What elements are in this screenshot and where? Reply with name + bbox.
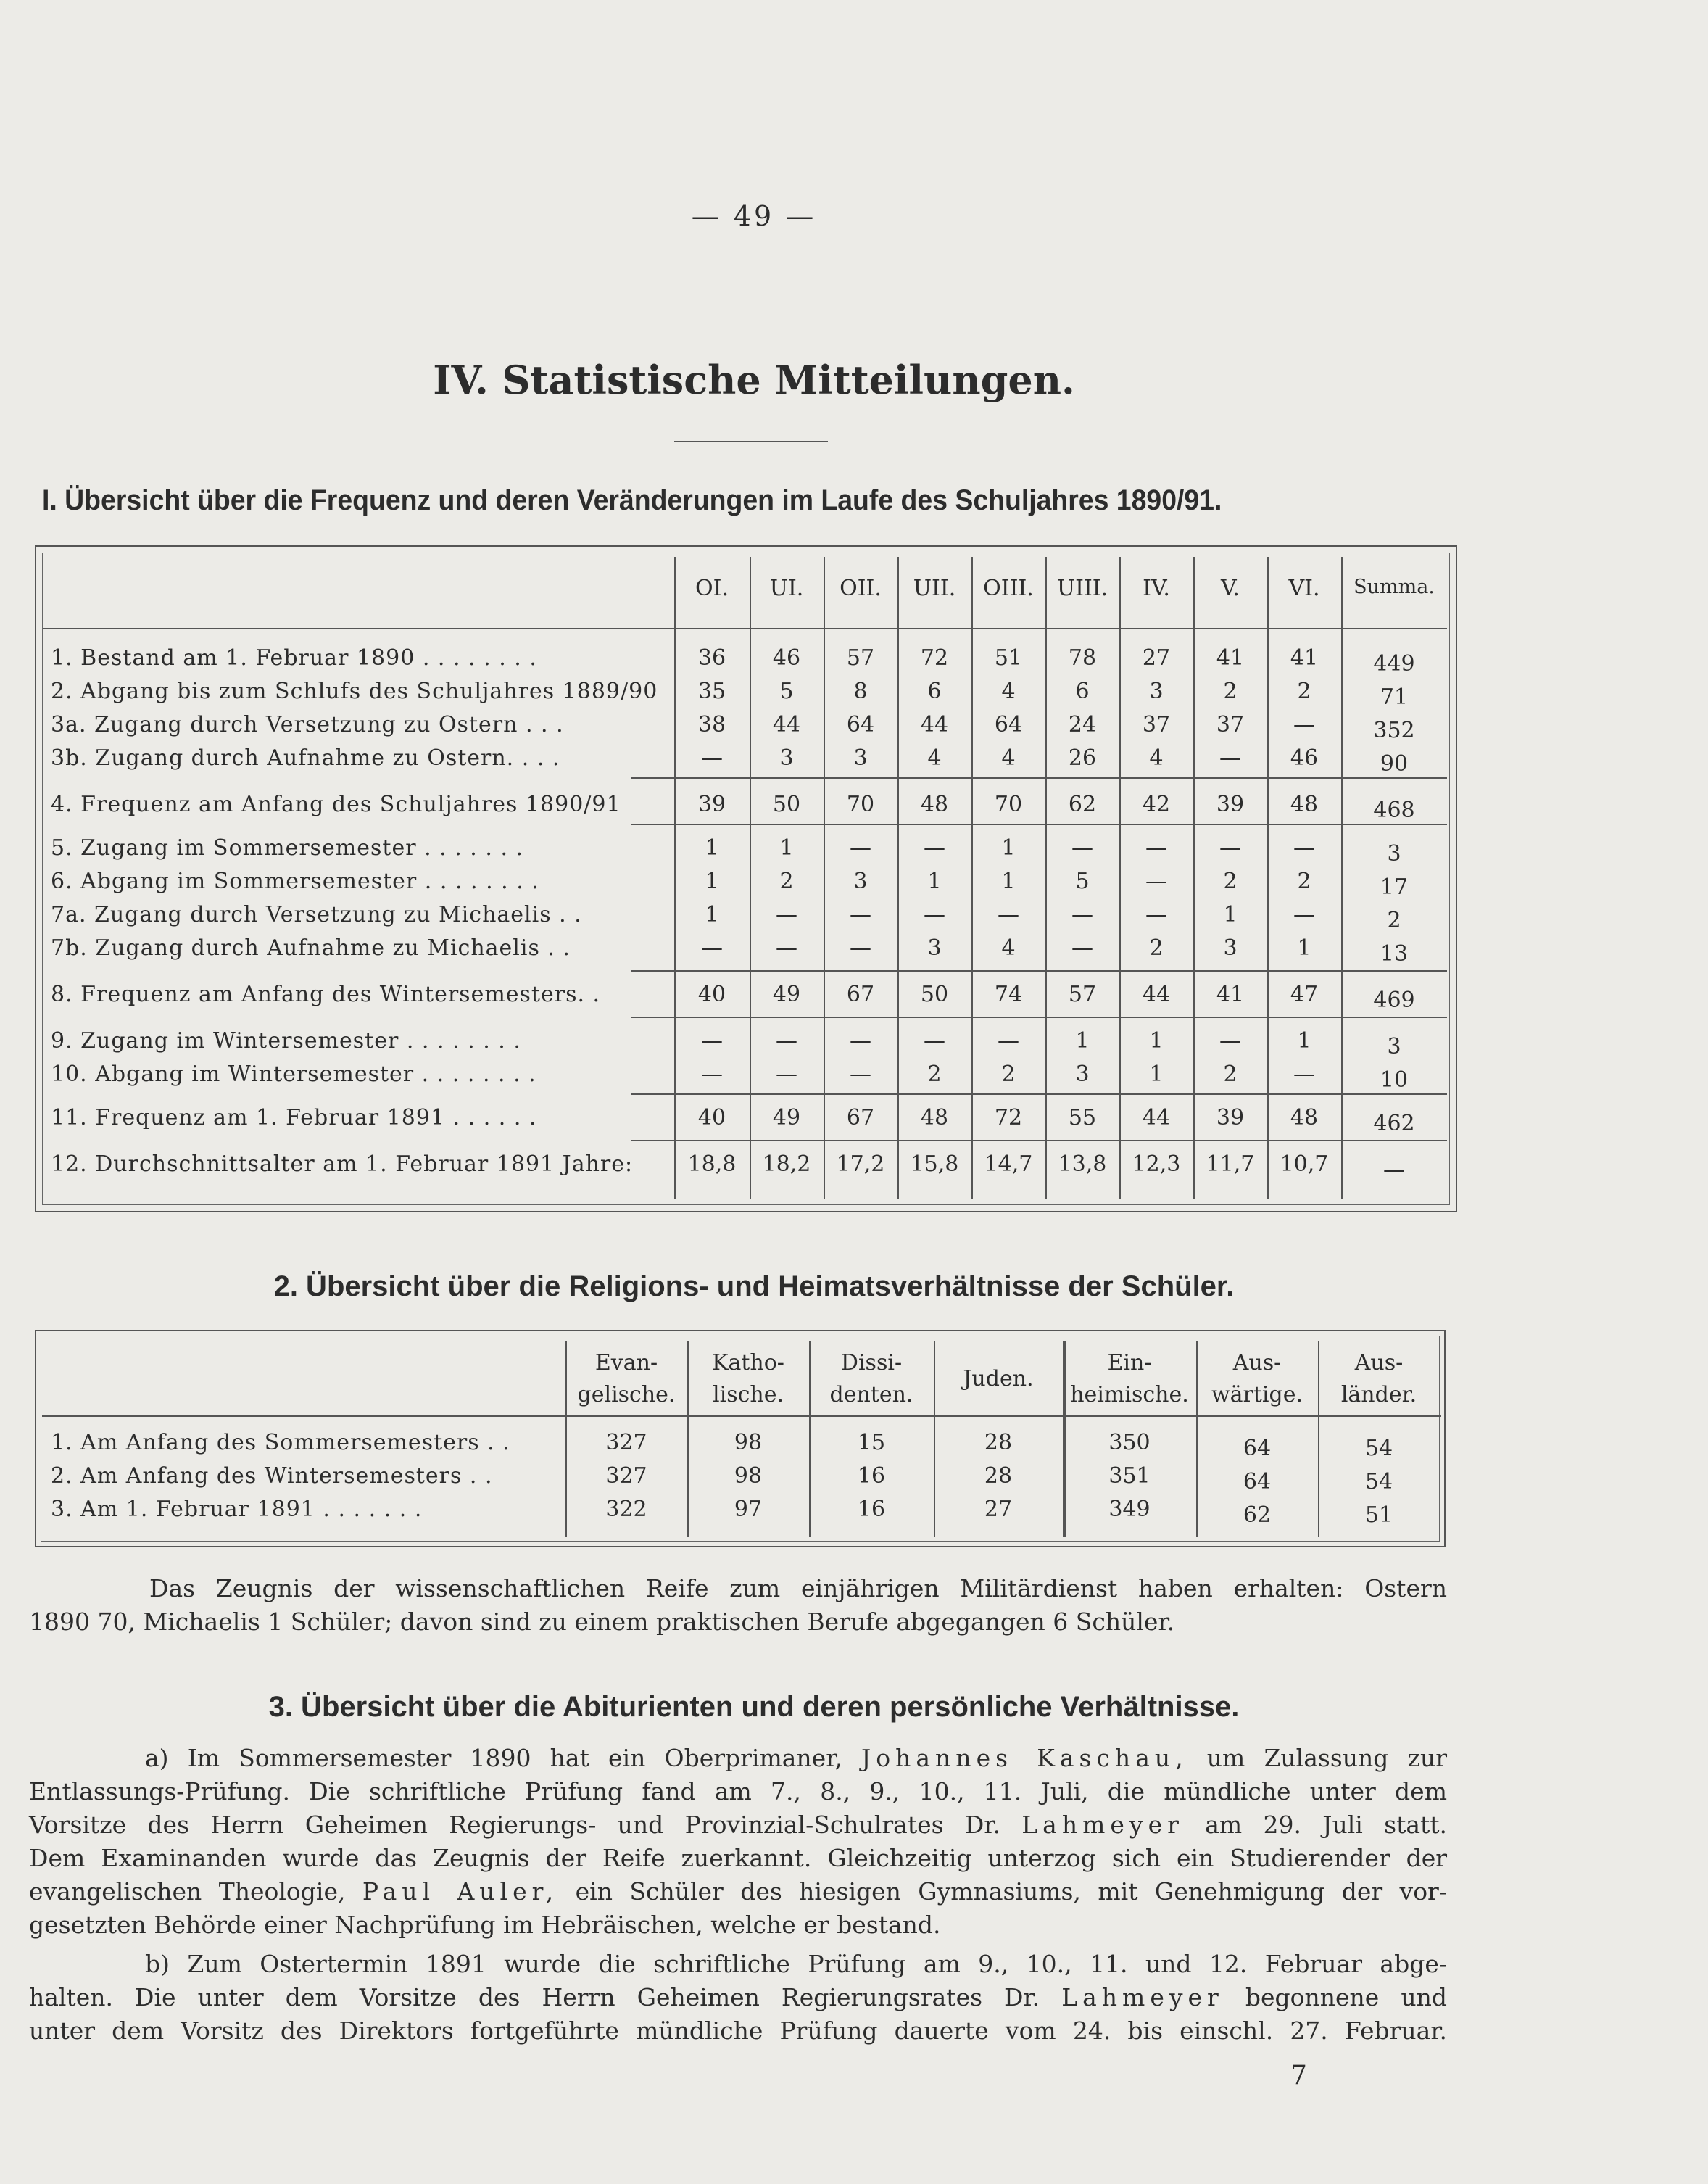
table2-row-label: 2. Am Anfang des Wintersemesters . . [51, 1463, 493, 1489]
abitur-b-line2 [29, 1981, 1447, 2014]
table1-cell: — [1071, 835, 1093, 861]
table1-cell: 1 [1075, 1028, 1090, 1054]
table1-cell: 67 [846, 982, 875, 1007]
abitur-b-line1: b) Zum Ostertermin 1891 wurde die schriftliche Prüfung am 9., 10., 11. und 12. Februar abge- [145, 1950, 1447, 1978]
table2-column-header: heimische. [1070, 1382, 1189, 1407]
chapter-title: IV. Statistische Mitteilungen. [433, 357, 1075, 403]
table1-cell: 67 [846, 1105, 875, 1130]
table1-cell: 3 [853, 745, 868, 771]
table2-column-header: Aus- [1232, 1350, 1282, 1376]
table1-cell: 2 [1223, 679, 1238, 704]
table2-cell: 51 [1364, 1502, 1393, 1528]
table2-cell: 16 [857, 1463, 886, 1489]
table2-cell: 349 [1108, 1497, 1151, 1522]
table1-column-header: OII. [840, 576, 882, 601]
table2-column-header: gelische. [577, 1382, 676, 1407]
table1-cell: 15,8 [910, 1151, 959, 1177]
table1-cell: 1 [1001, 835, 1016, 861]
table1-cell: — [924, 1028, 945, 1054]
table1-cell: — [1145, 835, 1167, 861]
table1-cell: 2 [1223, 869, 1238, 894]
table1-row-label: 12. Durchschnittsalter am 1. Februar 1891 Jahre: [51, 1151, 634, 1177]
table1-cell: 24 [1068, 712, 1097, 737]
table1-cell: 39 [1216, 1105, 1245, 1130]
table2-header-rule [42, 1415, 1441, 1417]
table1-cell: 62 [1068, 792, 1097, 817]
table1-cell: 90 [1380, 751, 1409, 777]
table1-row-label: 7b. Zugang durch Aufnahme zu Michaelis . . [51, 935, 571, 961]
table1-row-label: 6. Abgang im Sommersemester . . . . . . . . [51, 869, 539, 894]
table1-cell: — [850, 1062, 871, 1087]
table1-row-label: 9. Zugang im Wintersemester . . . . . . . . [51, 1028, 521, 1054]
table1-cell: 72 [920, 645, 949, 671]
table1-row-label: 3b. Zugang durch Aufnahme zu Ostern. . . . [51, 745, 560, 771]
table1-cell: 41 [1290, 645, 1319, 671]
table1-cell: 49 [772, 1105, 801, 1130]
table2-column-header: Evan- [594, 1350, 658, 1376]
table1-cell: 1 [779, 835, 794, 861]
table1-cell: 70 [994, 792, 1023, 817]
section2-title: 2. Übersicht über die Religions- und Heimatsverhältnisse der Schüler. [273, 1270, 1235, 1302]
table1-cell: 1 [705, 835, 719, 861]
table1-cell: 11,7 [1206, 1151, 1255, 1177]
table1-cell: 3 [1387, 841, 1401, 866]
table1-cell: 48 [1290, 792, 1319, 817]
table2-cell: 15 [857, 1430, 886, 1455]
table2-cell: 27 [984, 1497, 1013, 1522]
table2-cell: 98 [734, 1430, 763, 1455]
table1-cell: 5 [779, 679, 794, 704]
table1-cell: 26 [1068, 745, 1097, 771]
candidate-name-kaschau: Johannes Kaschau, [861, 1744, 1188, 1772]
table1-cell: 468 [1373, 798, 1415, 823]
table1-cell: — [701, 1028, 723, 1054]
table1-cell: 3 [853, 869, 868, 894]
table1-cell: — [701, 745, 723, 771]
table1-group-rule [631, 1093, 1447, 1095]
abitur-a-line2: Entlassungs-Prüfung. Die schriftliche Prüfung fand am 7., 8., 9., 10., 11. Juli, die mündliche unter dem [29, 1777, 1447, 1805]
abitur-a-line6: gesetzten Behörde einer Nachprüfung im Hebräischen, welche er bestand. [29, 1911, 941, 1939]
table1-cell: — [924, 835, 945, 861]
abitur-a-line3-post: am 29. Juli statt. [1205, 1811, 1448, 1839]
table1-cell: 5 [1075, 869, 1090, 894]
table2-cell: 28 [984, 1463, 1013, 1489]
table1-cell: 42 [1142, 792, 1171, 817]
section3-title: 3. Übersicht über die Abiturienten und deren persönliche Verhältnisse. [268, 1691, 1240, 1723]
abitur-a-line3-pre: Vorsitze des Herrn Geheimen Regierungs- und Provinzial-Schulrates Dr. [29, 1811, 1000, 1839]
table1-cell: 40 [697, 982, 726, 1007]
examiner-name-lahmeyer-2: Lahmeyer [1061, 1983, 1224, 2011]
table1-cell: — [776, 935, 797, 961]
table1-cell: 352 [1373, 718, 1415, 743]
table2-column-header: lische. [713, 1382, 784, 1407]
table1-cell: 44 [920, 712, 949, 737]
table1-row-label: 11. Frequenz am 1. Februar 1891 . . . . . . [51, 1105, 537, 1130]
table1-cell: — [1219, 745, 1241, 771]
table1-cell: 50 [772, 792, 801, 817]
table1-column-header: UII. [913, 576, 956, 601]
table1-cell: 1 [705, 869, 719, 894]
table1-cell: 2 [1149, 935, 1164, 961]
table1-cell: 1 [1001, 869, 1016, 894]
table1-cell: 8 [853, 679, 868, 704]
table2-cell: 28 [984, 1430, 1013, 1455]
table1-cell: 4 [1001, 935, 1016, 961]
table1-cell: 2 [1387, 908, 1401, 933]
table1-cell: — [1293, 712, 1315, 737]
page-number: — 49 — [691, 200, 817, 232]
abitur-b-line3: unter dem Vorsitz des Direktors fortgeführte mündliche Prüfung dauerte vom 24. bis einschl. 27. Februar. [29, 2017, 1447, 2045]
table2-cell: 350 [1108, 1430, 1151, 1455]
table1-column-header: Summa. [1353, 576, 1435, 598]
table1-cell: — [701, 935, 723, 961]
table2-cell: 322 [605, 1497, 647, 1522]
abitur-a-line3 [29, 1808, 1447, 1842]
table2-cell: 351 [1108, 1463, 1151, 1489]
table1-cell: 6 [1075, 679, 1090, 704]
table1-row-label: 7a. Zugang durch Versetzung zu Michaelis . . [51, 902, 582, 927]
table1-cell: 18,8 [687, 1151, 737, 1177]
table1-cell: 39 [1216, 792, 1245, 817]
table1-cell: — [1145, 902, 1167, 927]
table1-cell: 55 [1068, 1105, 1097, 1130]
table1-cell: 1 [1149, 1062, 1164, 1087]
table1-cell: 2 [1297, 869, 1311, 894]
table2-column-header: Dissi- [840, 1350, 903, 1376]
table1-cell: 38 [697, 712, 726, 737]
abitur-a-line5 [29, 1875, 1447, 1908]
table1-cell: 449 [1373, 651, 1415, 677]
table1-group-rule [631, 824, 1447, 825]
table2-cell: 64 [1243, 1469, 1272, 1494]
title-divider [674, 441, 828, 442]
table1-cell: 74 [994, 982, 1023, 1007]
abitur-a-line1-pre: a) Im Sommersemester 1890 hat ein Oberprimaner, [145, 1744, 842, 1772]
table1-group-rule [631, 1017, 1447, 1018]
student-name-auler: Paul Auler, [362, 1877, 559, 1906]
table1-cell: — [1071, 902, 1093, 927]
table1-cell: — [701, 1062, 723, 1087]
table1-row-label: 1. Bestand am 1. Februar 1890 . . . . . . . . [51, 645, 537, 671]
table1-cell: — [1383, 1157, 1405, 1183]
table2-cell: 97 [734, 1497, 763, 1522]
table1-cell: 51 [994, 645, 1023, 671]
table1-cell: 47 [1290, 982, 1319, 1007]
table1-column-header: OI. [695, 576, 729, 601]
table1-cell: 72 [994, 1105, 1023, 1130]
table1-row-label: 5. Zugang im Sommersemester . . . . . . . [51, 835, 524, 861]
table1-cell: 49 [772, 982, 801, 1007]
abitur-b-line2-post: begonnene und [1245, 1983, 1447, 2011]
table1-cell: 44 [772, 712, 801, 737]
table1-cell: — [1293, 902, 1315, 927]
table2-cell: 16 [857, 1497, 886, 1522]
table1-cell: — [850, 835, 871, 861]
table1-column-header: VI. [1288, 576, 1320, 601]
table1-cell: 37 [1216, 712, 1245, 737]
table2-column-header: denten. [829, 1382, 913, 1407]
table1-cell: 41 [1216, 982, 1245, 1007]
frequency-table [35, 545, 1457, 1212]
printer-signature: 7 [1290, 2061, 1307, 2090]
table1-header-rule-label [43, 628, 674, 629]
table1-group-rule [631, 777, 1447, 779]
section1-title: I. Übersicht über die Frequenz und deren Veränderungen im Laufe des Schuljahres 1890/91. [42, 484, 1222, 516]
table1-cell: — [1071, 935, 1093, 961]
table1-cell: 10,7 [1280, 1151, 1329, 1177]
table2-cell: 327 [605, 1463, 647, 1489]
table1-row-label: 3a. Zugang durch Versetzung zu Ostern . . . [51, 712, 564, 737]
abitur-a-line5-post: ein Schüler des hiesigen Gymnasiums, mit Genehmigung der vor- [575, 1877, 1447, 1906]
abitur-a-line4: Dem Examinanden wurde das Zeugnis der Reife zuerkannt. Gleichzeitig unterzog sich ein Studierender der [29, 1844, 1447, 1872]
table1-cell: 3 [1075, 1062, 1090, 1087]
table1-cell: 1 [1149, 1028, 1164, 1054]
table2-column-header: wärtige. [1211, 1382, 1303, 1407]
table1-header-rule [674, 628, 1447, 629]
table1-cell: 2 [1001, 1062, 1016, 1087]
table1-cell: — [776, 1062, 797, 1087]
table1-cell: 2 [1223, 1062, 1238, 1087]
table1-cell: 4 [1001, 679, 1016, 704]
table1-cell: 469 [1373, 988, 1415, 1013]
abitur-a-line5-pre: evangelischen Theologie, [29, 1877, 346, 1906]
table1-cell: 2 [927, 1062, 942, 1087]
table1-cell: 41 [1216, 645, 1245, 671]
table1-cell: — [776, 902, 797, 927]
table1-cell: 3 [779, 745, 794, 771]
table1-cell: 1 [1223, 902, 1238, 927]
table1-cell: 1 [1297, 1028, 1311, 1054]
religion-table [35, 1330, 1446, 1547]
table1-column-header: V. [1221, 576, 1240, 601]
table1-cell: — [924, 902, 945, 927]
table1-cell: 57 [846, 645, 875, 671]
table2-column-header: Katho- [712, 1350, 784, 1376]
table1-cell: 4 [1001, 745, 1016, 771]
table1-cell: 37 [1142, 712, 1171, 737]
table1-cell: 70 [846, 792, 875, 817]
table2-cell: 62 [1243, 1502, 1272, 1528]
table1-cell: 13,8 [1058, 1151, 1107, 1177]
table1-row-label: 10. Abgang im Wintersemester . . . . . . . . [51, 1062, 536, 1087]
reife-paragraph-line2: 1890 70, Michaelis 1 Schüler; davon sind zu einem praktischen Berufe abgegangen 6 Schüler. [29, 1608, 1175, 1636]
table1-cell: 2 [779, 869, 794, 894]
table1-column-header: IV. [1143, 576, 1170, 601]
table1-cell: 35 [697, 679, 726, 704]
table1-cell: 1 [1297, 935, 1311, 961]
table1-cell: 462 [1373, 1111, 1415, 1136]
table1-row-label: 2. Abgang bis zum Schlufs des Schuljahres 1889/90 [51, 679, 658, 704]
table1-cell: 2 [1297, 679, 1311, 704]
examiner-name-lahmeyer: Lahmeyer [1021, 1811, 1184, 1839]
table2-column-header: länder. [1340, 1382, 1417, 1407]
table1-cell: — [998, 902, 1019, 927]
table1-cell: 3 [927, 935, 942, 961]
table1-cell: — [1293, 1062, 1315, 1087]
table1-column-header: UI. [769, 576, 804, 601]
table1-cell: 71 [1380, 684, 1409, 710]
table1-column-header: OIII. [983, 576, 1034, 601]
table1-cell: — [850, 902, 871, 927]
table1-cell: 64 [994, 712, 1023, 737]
table1-cell: — [998, 1028, 1019, 1054]
table2-row-label: 3. Am 1. Februar 1891 . . . . . . . [51, 1497, 423, 1522]
table1-cell: — [850, 935, 871, 961]
table2-cell: 98 [734, 1463, 763, 1489]
table1-cell: 17,2 [836, 1151, 885, 1177]
table1-cell: 10 [1380, 1067, 1409, 1093]
table1-cell: 18,2 [762, 1151, 811, 1177]
table1-row-label: 8. Frequenz am Anfang des Wintersemesters. . [51, 982, 601, 1007]
abitur-b-line2-pre: halten. Die unter dem Vorsitze des Herrn Geheimen Regierungsrates Dr. [29, 1983, 1040, 2011]
table1-cell: 46 [772, 645, 801, 671]
table1-cell: 57 [1068, 982, 1097, 1007]
table1-cell: 40 [697, 1105, 726, 1130]
table1-cell: 1 [705, 902, 719, 927]
table2-column-header: Ein- [1107, 1350, 1152, 1376]
table1-cell: — [1145, 869, 1167, 894]
table1-group-rule [631, 970, 1447, 972]
table1-cell: 44 [1142, 1105, 1171, 1130]
table2-cell: 64 [1243, 1436, 1272, 1461]
table1-cell: — [1219, 1028, 1241, 1054]
table1-cell: 14,7 [984, 1151, 1033, 1177]
table1-cell: 48 [1290, 1105, 1319, 1130]
table1-cell: 44 [1142, 982, 1171, 1007]
table1-cell: 12,3 [1132, 1151, 1181, 1177]
table1-cell: 13 [1380, 941, 1409, 967]
table1-cell: 4 [927, 745, 942, 771]
table2-column-header: Juden. [963, 1366, 1034, 1391]
table1-cell: 46 [1290, 745, 1319, 771]
table1-group-rule [631, 1140, 1447, 1141]
table1-cell: 36 [697, 645, 726, 671]
table1-row-label: 4. Frequenz am Anfang des Schuljahres 1890/91 [51, 792, 621, 817]
table2-cell: 54 [1364, 1436, 1393, 1461]
table1-cell: 48 [920, 1105, 949, 1130]
table2-cell: 54 [1364, 1469, 1393, 1494]
table1-cell: 27 [1142, 645, 1171, 671]
table1-cell: — [776, 1028, 797, 1054]
table1-cell: 78 [1068, 645, 1097, 671]
table1-cell: 3 [1149, 679, 1164, 704]
abitur-a-line1-post: um Zulassung zur [1206, 1744, 1447, 1772]
table1-cell: 39 [697, 792, 726, 817]
table1-column-header: UIII. [1056, 576, 1108, 601]
table1-cell: 3 [1387, 1034, 1401, 1059]
reife-paragraph-line1: Das Zeugnis der wissenschaftlichen Reife zum einjährigen Militärdienst haben erhalten: Ostern [149, 1574, 1447, 1602]
table1-cell: 17 [1380, 874, 1409, 900]
table1-cell: 48 [920, 792, 949, 817]
table2-row-label: 1. Am Anfang des Sommersemesters . . [51, 1430, 510, 1455]
table1-cell: 4 [1149, 745, 1164, 771]
table1-cell: 1 [927, 869, 942, 894]
abitur-a-line1 [29, 1742, 1447, 1775]
table1-cell: — [850, 1028, 871, 1054]
table1-cell: 64 [846, 712, 875, 737]
table2-cell: 327 [605, 1430, 647, 1455]
table1-cell: 6 [927, 679, 942, 704]
table1-cell: — [1219, 835, 1241, 861]
table1-cell: 50 [920, 982, 949, 1007]
table1-cell: — [1293, 835, 1315, 861]
table2-column-header: Aus- [1354, 1350, 1404, 1376]
table1-cell: 3 [1223, 935, 1238, 961]
